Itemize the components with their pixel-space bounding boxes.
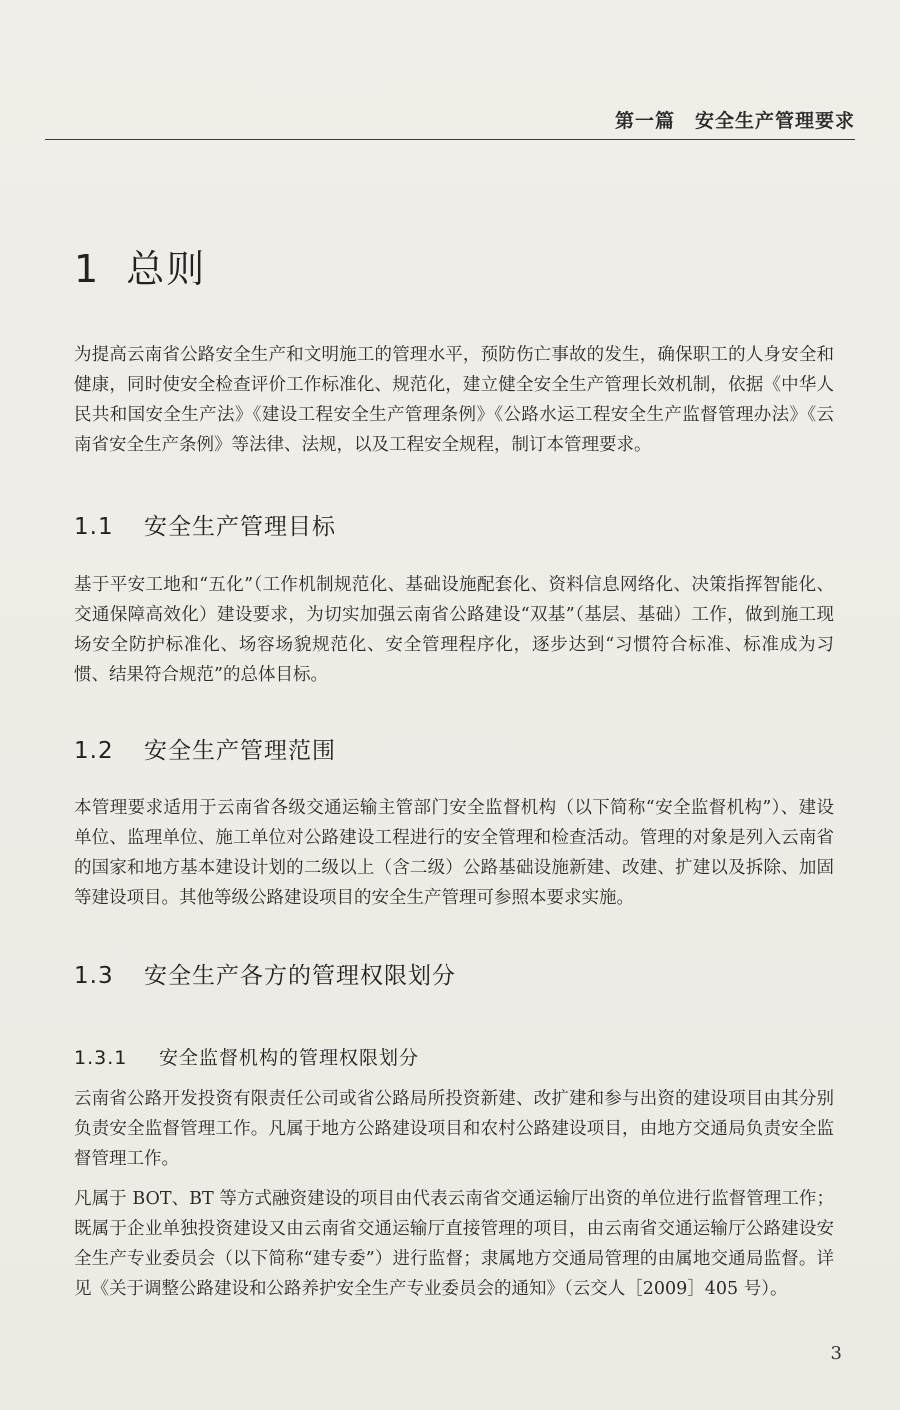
- section-title: 安全生产管理范围: [144, 738, 336, 764]
- section-number: 1.2: [74, 738, 114, 764]
- subsection-1-3-1-paragraph-2: 凡属于 BOT、BT 等方式融资建设的项目由代表云南省交通运输厅出资的单位进行监督管理工作；既属于企业单独投资建设又由云南省交通运输厅直接管理的项目，由云南省交通运输厅公路建设安全生产专业委员会（以下简称“建专委”）进行监督；隶属地方交通局管理的由属地交通局监督。详见《关于调整公路建设和公路养护安全生产专业委员会的通知》（云交人［2009］405 号）。: [74, 1189, 834, 1299]
- page-number: 3: [830, 1343, 842, 1364]
- section-number: 1.1: [74, 514, 114, 540]
- subsection-title: 安全监督机构的管理权限划分: [159, 1047, 420, 1069]
- section-heading-1-2: [74, 732, 336, 765]
- section-heading-1-3: [74, 957, 456, 990]
- part-title: 第一篇 安全生产管理要求: [614, 110, 855, 132]
- section-title: 安全生产管理目标: [144, 514, 336, 540]
- section-1-2-paragraph: 本管理要求适用于云南省各级交通运输主管部门安全监督机构（以下简称“安全监督机构”）、建设单位、监理单位、施工单位对公路建设工程进行的安全管理和检查活动。管理的对象是列入云南省的国家和地方基本建设计划的二级以上（含二级）公路基础设施新建、改建、扩建以及拆除、加固等建设项目。其他等级公路建设项目的安全生产管理可参照本要求实施。: [74, 798, 834, 908]
- subsection-number: 1.3.1: [74, 1047, 128, 1069]
- chapter-title: 总则: [126, 247, 207, 291]
- section-number: 1.3: [74, 963, 114, 989]
- chapter-number: 1: [74, 247, 101, 291]
- running-header: [45, 100, 855, 140]
- subsection-heading-1-3-1: [74, 1043, 419, 1070]
- header-rule: [45, 139, 855, 140]
- intro-paragraph: 为提高云南省公路安全生产和文明施工的管理水平，预防伤亡事故的发生，确保职工的人身安全和健康，同时使安全检查评价工作标准化、规范化，建立健全安全生产管理长效机制，依据《中华人民共和国安全生产法》《建设工程安全生产管理条例》《公路水运工程安全生产监督管理办法》《云南省安全生产条例》等法律、法规，以及工程安全规程，制订本管理要求。: [74, 345, 834, 455]
- section-heading-1-1: [74, 508, 336, 541]
- section-1-1-paragraph: 基于平安工地和“五化”（工作机制规范化、基础设施配套化、资料信息网络化、决策指挥智能化、交通保障高效化）建设要求，为切实加强云南省公路建设“双基”（基层、基础）工作，做到施工现场安全防护标准化、场容场貌规范化、安全管理程序化，逐步达到“习惯符合标准、标准成为习惯、结果符合规范”的总体目标。: [74, 575, 834, 685]
- subsection-1-3-1-paragraph-1: 云南省公路开发投资有限责任公司或省公路局所投资新建、改扩建和参与出资的建设项目由其分别负责安全监督管理工作。凡属于地方公路建设项目和农村公路建设项目，由地方交通局负责安全监督管理工作。: [74, 1089, 834, 1169]
- chapter-heading: [74, 238, 206, 293]
- section-title: 安全生产各方的管理权限划分: [144, 963, 456, 989]
